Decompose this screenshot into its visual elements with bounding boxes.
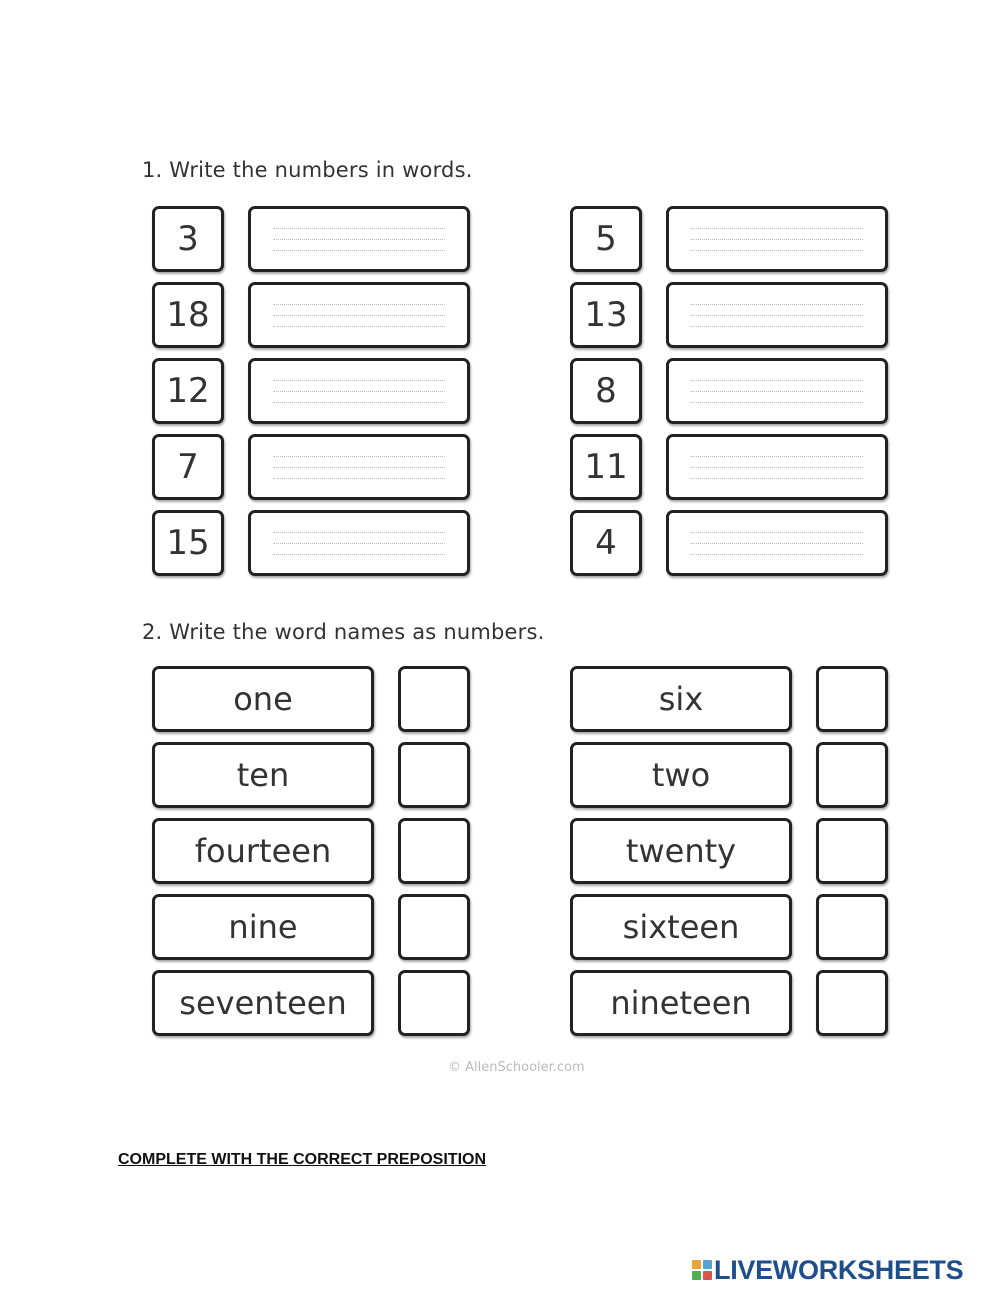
answer-words-field[interactable] xyxy=(248,358,470,424)
writing-guide-line xyxy=(691,380,863,381)
writing-guide-line xyxy=(691,402,863,403)
answer-number-field[interactable] xyxy=(398,666,470,732)
answer-words-field[interactable] xyxy=(248,434,470,500)
answer-words-field[interactable] xyxy=(248,282,470,348)
word-box: nine xyxy=(152,894,374,960)
writing-guide-line xyxy=(273,315,445,316)
logo-square xyxy=(703,1271,712,1280)
answer-words-field[interactable] xyxy=(666,206,888,272)
question-2-title: 2. Write the word names as numbers. xyxy=(142,620,545,644)
writing-guide-line xyxy=(691,467,863,468)
word-box: one xyxy=(152,666,374,732)
writing-guide-line xyxy=(273,304,445,305)
word-box: seventeen xyxy=(152,970,374,1036)
writing-guide-line xyxy=(691,239,863,240)
answer-words-field[interactable] xyxy=(666,434,888,500)
answer-words-field[interactable] xyxy=(666,358,888,424)
writing-guide-line xyxy=(273,250,445,251)
copyright-note: © AllenSchooler.com xyxy=(448,1060,585,1075)
writing-guide-line xyxy=(691,315,863,316)
word-box: fourteen xyxy=(152,818,374,884)
answer-words-field[interactable] xyxy=(666,510,888,576)
writing-guide-line xyxy=(273,239,445,240)
answer-words-field[interactable] xyxy=(666,282,888,348)
answer-words-field[interactable] xyxy=(248,510,470,576)
number-box: 3 xyxy=(152,206,224,272)
writing-guide-line xyxy=(273,326,445,327)
answer-number-field[interactable] xyxy=(816,818,888,884)
number-box: 13 xyxy=(570,282,642,348)
number-box: 18 xyxy=(152,282,224,348)
word-box: nineteen xyxy=(570,970,792,1036)
writing-guide-line xyxy=(273,554,445,555)
logo-square xyxy=(692,1271,701,1280)
answer-number-field[interactable] xyxy=(398,894,470,960)
number-box: 5 xyxy=(570,206,642,272)
answer-number-field[interactable] xyxy=(816,894,888,960)
writing-guide-line xyxy=(691,478,863,479)
writing-guide-line xyxy=(691,326,863,327)
writing-guide-line xyxy=(691,304,863,305)
writing-guide-line xyxy=(691,456,863,457)
word-box: ten xyxy=(152,742,374,808)
writing-guide-line xyxy=(273,478,445,479)
writing-guide-line xyxy=(273,402,445,403)
writing-guide-line xyxy=(273,532,445,533)
logo-mark-icon xyxy=(692,1260,712,1280)
word-box: sixteen xyxy=(570,894,792,960)
answer-words-field[interactable] xyxy=(248,206,470,272)
number-box: 11 xyxy=(570,434,642,500)
answer-number-field[interactable] xyxy=(816,742,888,808)
logo-square xyxy=(692,1260,701,1269)
word-box: six xyxy=(570,666,792,732)
number-box: 12 xyxy=(152,358,224,424)
worksheet-image xyxy=(120,140,920,1075)
number-box: 8 xyxy=(570,358,642,424)
word-box: twenty xyxy=(570,818,792,884)
writing-guide-line xyxy=(273,380,445,381)
writing-guide-line xyxy=(273,467,445,468)
answer-number-field[interactable] xyxy=(816,666,888,732)
writing-guide-line xyxy=(691,554,863,555)
logo-text: LIVEWORKSHEETS xyxy=(714,1254,964,1285)
writing-guide-line xyxy=(691,532,863,533)
logo-square xyxy=(703,1260,712,1269)
answer-number-field[interactable] xyxy=(398,818,470,884)
writing-guide-line xyxy=(273,456,445,457)
writing-guide-line xyxy=(691,228,863,229)
answer-number-field[interactable] xyxy=(816,970,888,1036)
writing-guide-line xyxy=(691,543,863,544)
word-box: two xyxy=(570,742,792,808)
liveworksheets-logo xyxy=(692,1256,963,1284)
writing-guide-line xyxy=(273,228,445,229)
answer-number-field[interactable] xyxy=(398,970,470,1036)
writing-guide-line xyxy=(273,391,445,392)
number-box: 15 xyxy=(152,510,224,576)
writing-guide-line xyxy=(691,391,863,392)
writing-guide-line xyxy=(691,250,863,251)
number-box: 7 xyxy=(152,434,224,500)
writing-guide-line xyxy=(273,543,445,544)
number-box: 4 xyxy=(570,510,642,576)
prepositions-heading: COMPLETE WITH THE CORRECT PREPOSITION xyxy=(118,1151,487,1168)
answer-number-field[interactable] xyxy=(398,742,470,808)
question-1-title: 1. Write the numbers in words. xyxy=(142,158,473,182)
